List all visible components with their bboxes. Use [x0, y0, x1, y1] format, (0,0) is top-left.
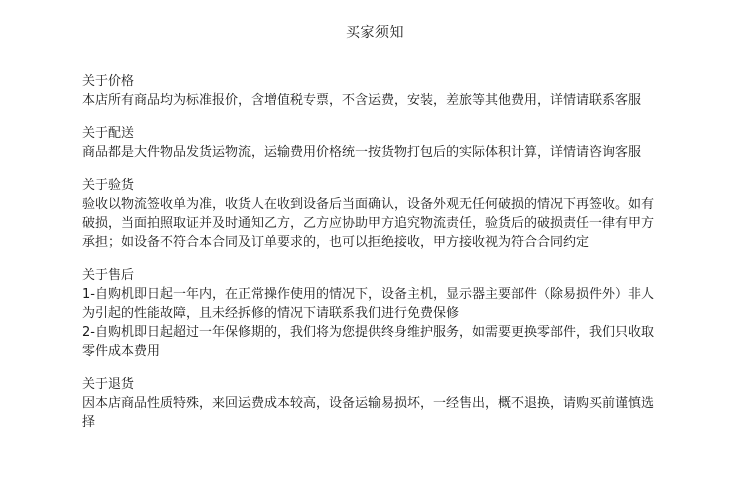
section-returns [82, 375, 662, 432]
section-heading-inspection: 关于验货 [82, 178, 135, 193]
section-paragraph: 因本店商品性质特殊，来回运费成本较高，设备运输易损坏，一经售出，概不退换，请购买前谨慎选择 [82, 396, 655, 430]
section-price [82, 72, 662, 110]
section-after-sales [82, 266, 662, 361]
section-body-returns [82, 394, 662, 432]
section-body-after-sales [82, 285, 662, 361]
notice-content [82, 72, 662, 446]
section-heading-price: 关于价格 [82, 74, 135, 89]
section-paragraph: 本店所有商品均为标准报价，含增值税专票，不含运费，安装，差旅等其他费用，详情请联系客服 [82, 93, 642, 108]
section-body-price [82, 91, 662, 110]
section-heading-returns: 关于退货 [82, 377, 135, 392]
section-heading-after-sales: 关于售后 [82, 268, 135, 283]
page-title: 买家须知 [346, 25, 404, 41]
section-paragraph: 2-自购机即日起超过一年保修期的，我们将为您提供终身维护服务，如需要更换零部件，我们只收取零件成本费用 [82, 325, 654, 359]
section-paragraph: 1-自购机即日起一年内，在正常操作使用的情况下，设备主机，显示器主要部件（除易损件外）非人为引起的性能故障，且未经拆修的情况下请联系我们进行免费保修 [82, 287, 654, 321]
section-paragraph: 验收以物流签收单为准，收货人在收到设备后当面确认，设备外观无任何破损的情况下再签收。如有破损，当面拍照取证并及时通知乙方，乙方应协助甲方追究物流责任，验货后的破损责任一律有甲方承担；如设备不符合本合同及订单要求的，也可以拒绝接收，甲方接收视为符合合同约定 [82, 197, 655, 250]
section-body-inspection [82, 195, 662, 252]
section-body-delivery [82, 143, 662, 162]
section-delivery [82, 124, 662, 162]
section-paragraph: 商品都是大件物品发货运物流，运输费用价格统一按货物打包后的实际体积计算，详情请咨询客服 [82, 145, 642, 160]
section-heading-delivery: 关于配送 [82, 126, 135, 141]
section-inspection [82, 176, 662, 252]
